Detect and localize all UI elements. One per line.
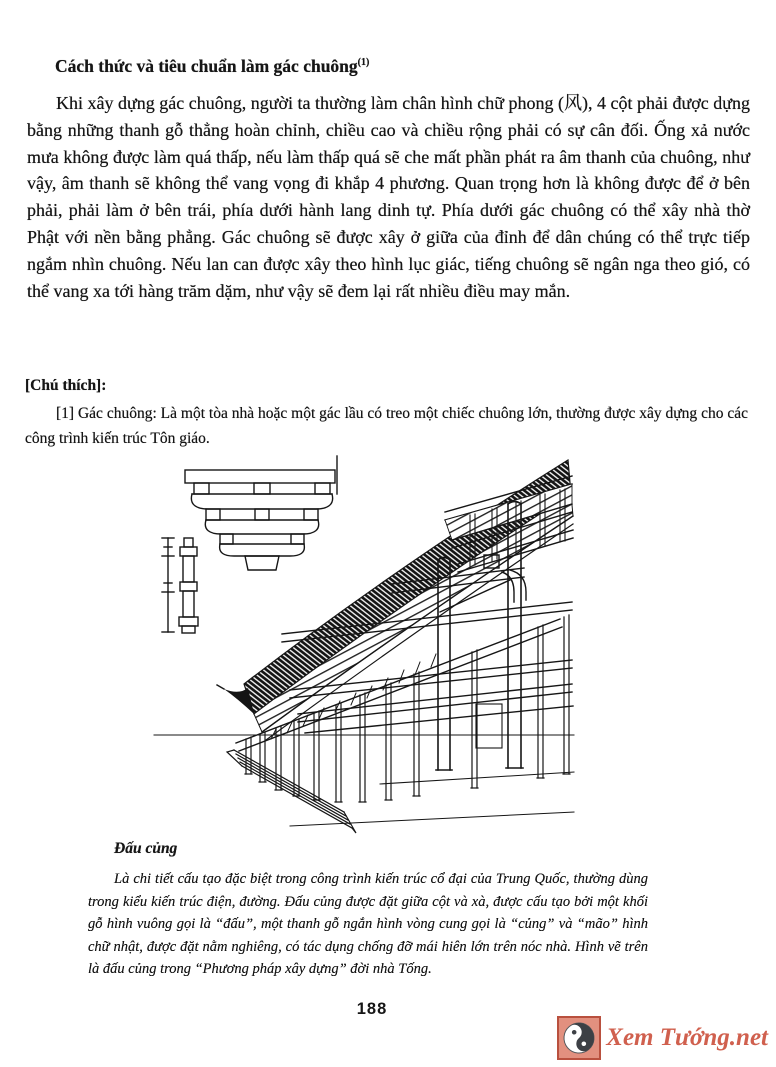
figure-caption	[88, 840, 648, 981]
body-paragraph: Khi xây dựng gác chuông, người ta thường làm chân hình chữ phong (风), 4 cột phải được dựng bằng những thanh gỗ thẳng hoàn chỉnh, chiều cao và chiều rộng phải có sự cân đối. Ống xả nước mưa không được làm quá thấp, nếu làm thấp quá sẽ che mất phần phát ra âm thanh của chuông, như vậy, âm thanh sẽ không thể vang vọng đi khắp 4 phương. Quan trọng hơn là không được để ở bên phải, phải làm ở bên trái, phía dưới hành lang dinh tự. Phía dưới gác chuông có thể xây nhà thờ Phật với nền bằng phẳng. Gác chuông sẽ được xây ở giữa của đỉnh để dân chúng có thể trực tiếp ngắm nhìn chuông. Nếu lan can được xây theo hình lục giác, tiếng chuông sẽ ngân nga theo gió, có thể vang xa tới hàng trăm dặm, như vậy sẽ đem lại rất nhiều điều may mắn.	[27, 93, 750, 301]
note-item: [1] Gác chuông: Là một tòa nhà hoặc một gác lầu có treo một chiếc chuông lớn, thường được xây dựng cho các công trình kiến trúc Tôn giáo.	[25, 405, 748, 447]
yin-yang-icon	[557, 1016, 601, 1060]
notes-heading: [Chú thích]:	[25, 377, 107, 394]
section-title-text: Cách thức và tiêu chuẩn làm gác chuông	[55, 56, 358, 76]
section-title	[55, 56, 749, 77]
footnote-ref: (1)	[357, 57, 370, 69]
figure-caption-body: Là chi tiết cấu tạo đặc biệt trong công trình kiến trúc cổ đại của Trung Quốc, thường dùng trong kiểu kiến trúc điện, đường. Đấu củng được đặt giữa cột và xà, được cấu tạo bởi một khối gỗ hình vuông gọi là “đấu”, một thanh gỗ ngắn hình vòng cung gọi là “củng” và “mão” hình chữ nhật, được đặt nằm nghiêng, có tác dụng chống đỡ mái hiên lớn trên nóc nhà. Hình vẽ trên là đấu củng trong “Phương pháp xây dựng” đời nhà Tống.	[88, 871, 648, 978]
page-number: 188	[356, 1000, 388, 1018]
architecture-figure	[140, 452, 580, 844]
architecture-illustration	[140, 452, 580, 844]
figure-caption-title: Đấu củng	[114, 840, 178, 857]
site-watermark	[557, 1015, 768, 1061]
watermark-text: Xem Tướng.net	[606, 1024, 768, 1051]
